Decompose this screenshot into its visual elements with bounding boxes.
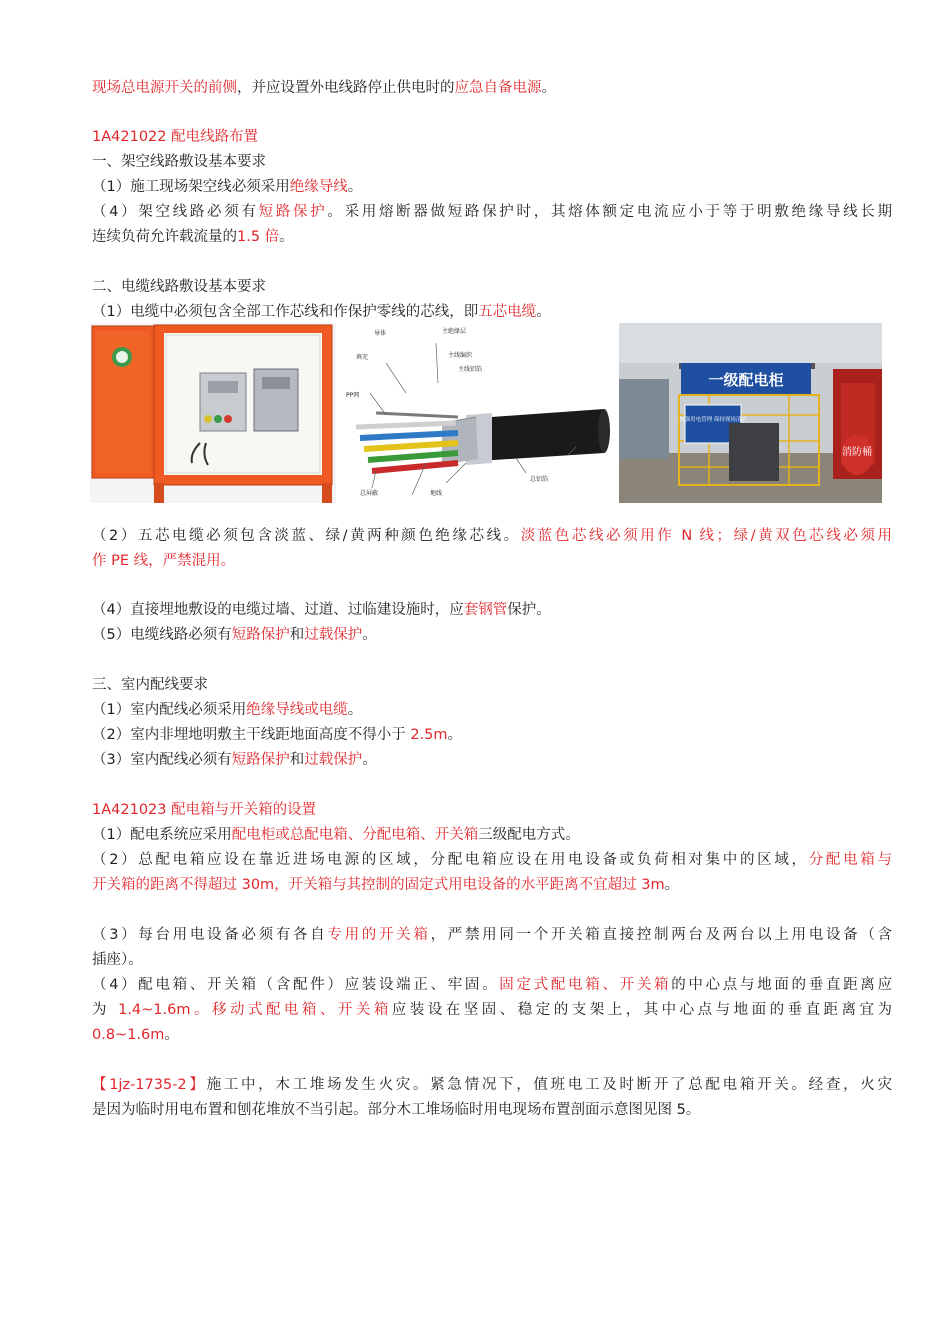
cable-label-braid: 主线编织	[448, 352, 473, 359]
cabinet-sign-text: 一级配电柜	[708, 371, 784, 389]
cable-label-pp-mesh: PP网	[346, 392, 360, 399]
text-line: （2）五芯电缆必须包含淡蓝、绿/黄两种颜色绝缘芯线。淡蓝色芯线必须用作 N 线；绿/黄双色芯线必须用	[92, 528, 892, 544]
cable-label-ground: 地线	[430, 490, 443, 497]
text-line: 插座）。	[92, 952, 143, 968]
cable-label-main-insulation: 主绝缘层	[442, 328, 467, 335]
text-line: 0.8~1.6m。	[92, 1027, 179, 1043]
text-line: 作 PE 线，严禁混用。	[92, 553, 236, 569]
cable-label-jacket: 护套	[570, 442, 583, 449]
text-line: 现场总电源开关的前侧，并应设置外电线路停止供电时的应急自备电源。	[92, 80, 556, 96]
text-line: （2）室内非埋地明敷主干线距地面高度不得小于 2.5m。	[92, 727, 463, 743]
cabinet-notice-text: 加强用电管理 保持现场清洁	[679, 417, 747, 423]
cable-label-shield: 总屏蔽	[360, 490, 379, 497]
text-line: （3）每台用电设备必须有各自专用的开关箱，严禁用同一个开关箱直接控制两台及两台以上用电设备（含	[92, 927, 893, 943]
subheading-indoor-wiring: 三、室内配线要求	[92, 677, 208, 693]
cable-label-total-foil: 总铝箔	[530, 476, 549, 483]
text-line: （1）室内配线必须采用绝缘导线或电缆。	[92, 702, 363, 718]
cable-label-conductor: 导体	[374, 330, 387, 337]
cable-label-foil: 主线铝箔	[458, 366, 483, 373]
primary-cabinet-photo	[619, 323, 882, 503]
section-heading-1a421023: 1A421023 配电箱与开关箱的设置	[92, 802, 317, 818]
text-line: （4）架空线路必须有短路保护。采用熔断器做短路保护时，其熔体额定电流应小于等于明敷绝缘导线长期	[92, 204, 893, 220]
text-line: （1）配电系统应采用配电柜或总配电箱、分配电箱、开关箱三级配电方式。	[92, 827, 580, 843]
text-line: （3）室内配线必须有短路保护和过载保护。	[92, 752, 377, 768]
text-line: （1）电缆中必须包含全部工作芯线和作保护零线的芯线，即五芯电缆。	[92, 304, 551, 320]
text-line: （4）直接埋地敷设的电缆过墙、过道、过临建设施时，应套钢管保护。	[92, 602, 551, 618]
distribution-box-photo	[90, 323, 336, 503]
five-core-cable-diagram	[346, 323, 610, 503]
subheading-overhead-lines: 一、架空线路敷设基本要求	[92, 154, 266, 170]
case-question-intro: 【1jz-1735-2】施工中，木工堆场发生火灾。紧急情况下，值班电工及时断开了总配电箱开关。经查，火灾	[92, 1077, 892, 1093]
subheading-cable-lines: 二、电缆线路敷设基本要求	[92, 279, 266, 295]
text-line: 连续负荷允许载流量的1.5 倍。	[92, 229, 294, 245]
section-heading-1a421022: 1A421022 配电线路布置	[92, 129, 259, 145]
text-line: （2）总配电箱应设在靠近进场电源的区域，分配电箱应设在用电设备或负荷相对集中的区域，分配电箱与	[92, 852, 892, 868]
text-line: （4）配电箱、开关箱（含配件）应装设端正、牢固。固定式配电箱、开关箱的中心点与地面的垂直距离应	[92, 977, 892, 993]
text-line: （1）施工现场架空线必须采用绝缘导线。	[92, 179, 363, 195]
text-line: 为 1.4~1.6m。移动式配电箱、开关箱应装设在坚固、稳定的支架上，其中心点与地面的垂直距离宜为	[92, 1002, 893, 1018]
cable-label-filler: 填充	[356, 354, 369, 361]
fire-bucket-label: 消防桶	[842, 447, 872, 458]
text-line: 开关箱的距离不得超过 30m，开关箱与其控制的固定式用电设备的水平距离不宜超过 3m。	[92, 877, 680, 893]
text-line: （5）电缆线路必须有短路保护和过载保护。	[92, 627, 377, 643]
text-line: 是因为临时用电布置和刨花堆放不当引起。部分木工堆场临时用电现场布置剖面示意图见图 5。	[92, 1102, 701, 1118]
